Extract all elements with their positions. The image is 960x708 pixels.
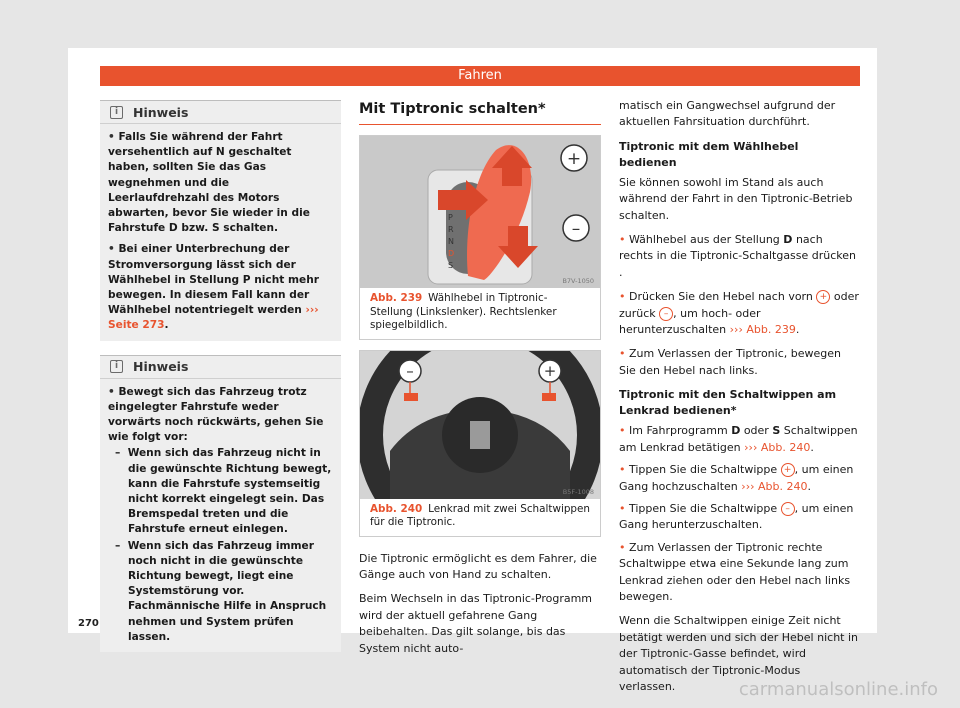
gear-lever-image	[360, 136, 600, 288]
note-paragraph: • Bewegt sich das Fahrzeug trotz eingelegter Fahrstufe weder vorwärts noch rückwärts, gehen Sie wie folgt vor:	[108, 385, 324, 444]
column-middle	[359, 100, 601, 665]
bullet-item: • Zum Verlassen der Tiptronic, bewegen Sie den Hebel nach links.	[619, 347, 841, 377]
figure-link[interactable]: ››› Abb. 240	[741, 479, 808, 493]
steering-wheel-image	[360, 351, 600, 499]
note-header	[100, 356, 341, 379]
gear-lever-illustration	[360, 136, 600, 288]
seat-logo-icon	[470, 421, 490, 449]
subheading: Tiptronic mit dem Wählhebel bedienen	[619, 139, 799, 169]
column-left	[100, 100, 341, 652]
info-icon: i	[110, 360, 123, 373]
plus-icon: +	[816, 290, 830, 304]
note-header	[100, 101, 341, 124]
plus-icon: +	[781, 463, 795, 477]
subheading: Tiptronic mit den Schaltwippen am Lenkrad bedienen*	[619, 388, 837, 418]
minus-icon: –	[659, 307, 673, 321]
watermark: carmanualsonline.info	[738, 679, 938, 700]
paragraph: Wenn die Schaltwippen einige Zeit nicht betätigt werden und sich der Hebel nicht in der Tiptronic-Gasse befindet, wird automatisch der Tiptronic-Modus verlassen.	[619, 614, 858, 693]
section-header: Fahren	[100, 66, 860, 86]
right-paddle	[542, 393, 556, 401]
steering-wheel-illustration	[360, 351, 600, 499]
page-number: 270	[78, 618, 99, 629]
note-title: Hinweis	[133, 359, 189, 375]
bullet-item: • Wählhebel aus der Stellung D nach rechts in die Tiptronic-Schaltgasse drücken .	[619, 233, 857, 279]
bullet-item: • Tippen Sie die Schaltwippe + , um einen Gang hochzuschalten ››› Abb. 240.	[619, 463, 854, 493]
figure-link[interactable]: ››› Abb. 240	[744, 440, 811, 454]
note-box-2	[100, 355, 341, 652]
info-icon: i	[110, 106, 123, 119]
note-title: Hinweis	[133, 104, 189, 120]
figure-link[interactable]: ››› Abb. 239	[729, 323, 796, 337]
svg-text:–: –	[571, 219, 581, 239]
figure-caption: Abb. 239 Wählhebel in Tiptronic-Stellung (Linkslenker). Rechtslenker spiegelbildlich.	[370, 292, 557, 331]
gear-label: P	[448, 213, 453, 222]
svg-text:+: +	[566, 149, 582, 169]
gear-label: R	[448, 225, 454, 234]
gear-label: D	[448, 249, 455, 258]
bullet-item: • Zum Verlassen der Tiptronic rechte Schaltwippe etwa eine Sekunde lang zum Lenkrad ziehen oder den Hebel nach links bewegen.	[619, 540, 851, 603]
note-dash-item: – Wenn sich das Fahrzeug immer noch nicht in die gewünschte Richtung bewegt, liegt eine Systemstörung vor. Fachmännische Hilfe in Anspruch nehmen und System prüfen lassen.	[115, 539, 327, 643]
note-paragraph: • Bei einer Unterbrechung der Stromversorgung lässt sich der Wählhebel in Stellung P nicht mehr bewegen. In diesem Fall kann der Wählhebel notentriegelt werden ››› Seite 273.	[108, 243, 319, 332]
bullet-item: • Drücken Sie den Hebel nach vorn + oder zurück – , um hoch- oder herunterzuschalten ››› Abb. 239.	[619, 290, 859, 337]
bullet-item: • Im Fahrprogramm D oder S Schaltwippen am Lenkrad betätigen ››› Abb. 240.	[619, 424, 858, 454]
paragraph: Sie können sowohl im Stand als auch während der Fahrt in den Tiptronic-Betrieb schalten.	[619, 175, 853, 222]
paragraph: Die Tiptronic ermöglicht es dem Fahrer, die Gänge auch von Hand zu schalten.	[359, 551, 597, 581]
figure-240	[359, 350, 601, 537]
bullet-item: • Tippen Sie die Schaltwippe – , um einen Gang herunterzuschalten.	[619, 501, 854, 532]
note-paragraph: • Falls Sie während der Fahrt versehentlich auf N geschaltet haben, sollten Sie das Gas wegnehmen und die Leerlaufdrehzahl des Motors abwarten, bevor Sie wieder in die Fahrstufe D bzw. S schalten.	[108, 131, 310, 235]
page-link[interactable]: ››› Seite 273	[108, 304, 319, 332]
gear-label: N	[448, 237, 454, 246]
note-dash-item: – Wenn sich das Fahrzeug nicht in die gewünschte Richtung bewegt, kann die Fahrstufe systemseitig nicht korrekt eingelegt sein. Das Bremspedal treten und die Fahrstufe erneut einlegen.	[115, 447, 332, 536]
section-title: Mit Tiptronic schalten*	[359, 100, 601, 125]
figure-239	[359, 135, 601, 340]
figure-code: B5F-1008	[562, 487, 594, 496]
figure-code: B7V-1050	[562, 277, 594, 285]
paragraph: matisch ein Gangwechsel aufgrund der aktuellen Fahrsituation durchführt.	[619, 99, 836, 129]
note-box-1	[100, 100, 341, 341]
left-paddle	[404, 393, 418, 401]
gear-label: S	[448, 261, 454, 270]
figure-caption: Abb. 240 Lenkrad mit zwei Schaltwippen für die Tiptronic.	[370, 502, 591, 528]
svg-text:–: –	[406, 361, 414, 380]
svg-text:+: +	[543, 361, 557, 380]
column-right	[619, 98, 859, 703]
body-text	[359, 551, 601, 657]
minus-icon: –	[781, 502, 795, 516]
paragraph: Beim Wechseln in das Tiptronic-Programm wird der aktuell gefahrene Gang beibehalten. Das gilt solange, bis das System nicht auto-	[359, 592, 593, 655]
